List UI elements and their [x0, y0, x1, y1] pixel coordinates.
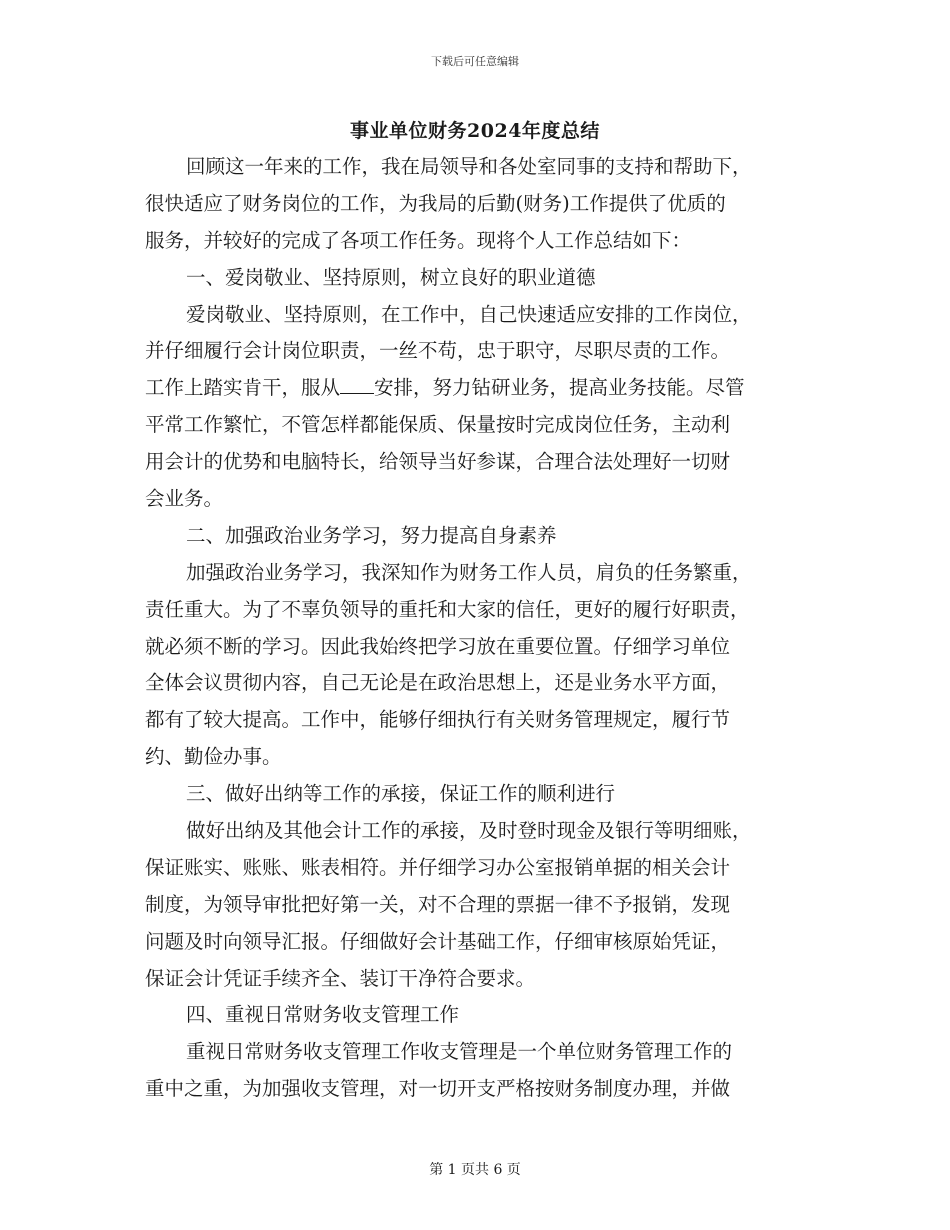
header-note: 下载后可任意编辑 [431, 55, 519, 68]
paragraph-line: 用会计的优势和电脑特长，给领导当好参谋，合理合法处理好一切财 [145, 450, 731, 474]
paragraph-line: 都有了较大提高。工作中，能够仔细执行有关财务管理规定，履行节 [145, 708, 731, 732]
paragraph-line: 爱岗敬业、坚持原则，在工作中，自己快速适应安排的工作岗位， [186, 302, 752, 326]
document-body [145, 149, 805, 1108]
section-heading: 三、做好出纳等工作的承接，保证工作的顺利进行 [186, 782, 616, 806]
paragraph-line: 加强政治业务学习，我深知作为财务工作人员，肩负的任务繁重， [186, 560, 752, 584]
paragraph-line: 责任重大。为了不辜负领导的重托和大家的信任，更好的履行好职责， [145, 597, 750, 621]
paragraph-line: 回顾这一年来的工作，我在局领导和各处室同事的支持和帮助下， [186, 155, 752, 178]
paragraph-line: 全体会议贯彻内容，自己无论是在政治思想上，还是业务水平方面， [145, 671, 731, 695]
section-heading: 二、加强政治业务学习，努力提高自身素养 [186, 523, 557, 547]
paragraph-line: 制度，为领导审批把好第一关，对不合理的票据一律不予报销，发现 [145, 892, 731, 916]
paragraph-line: 问题及时向领导汇报。仔细做好会计基础工作，仔细审核原始凭证， [145, 929, 731, 953]
paragraph-line: 并仔细履行会计岗位职责，一丝不苟，忠于职守，尽职尽责的工作。 [145, 339, 731, 363]
line-segment: 安排，努力钻研业务，提高业务技能。尽管 [374, 376, 745, 400]
line-segment: 工作上踏实肯干，服从 [145, 376, 341, 400]
paragraph-line: 平常工作繁忙，不管怎样都能保质、保量按时完成岗位任务，主动利 [145, 413, 731, 437]
paragraph-line: 重视日常财务收支管理工作收支管理是一个单位财务管理工作的 [186, 1040, 733, 1064]
paragraph-line: 重中之重，为加强收支管理，对一切开支严格按财务制度办理，并做 [145, 1077, 731, 1101]
section-heading: 一、爱岗敬业、坚持原则，树立良好的职业道德 [186, 265, 596, 289]
paragraph-line: 会业务。 [145, 487, 224, 511]
document-title: 事业单位财务2024年度总结 [350, 120, 600, 142]
paragraph-line: 很快适应了财务岗位的工作，为我局的后勤(财务)工作提供了优质的 [145, 191, 726, 215]
section-heading: 四、重视日常财务收支管理工作 [186, 1003, 460, 1027]
paragraph-line: 就必须不断的学习。因此我始终把学习放在重要位置。仔细学习单位 [145, 634, 731, 658]
fill-in-blank [340, 377, 374, 394]
paragraph-line: 约、勤俭办事。 [145, 745, 282, 769]
page-footer: 第 1 页共 6 页 [429, 1162, 521, 1178]
paragraph-line: 保证账实、账账、账表相符。并仔细学习办公室报销单据的相关会计 [145, 855, 731, 879]
paragraph-line: 服务，并较好的完成了各项工作任务。现将个人工作总结如下： [145, 228, 692, 252]
paragraph-line: 保证会计凭证手续齐全、装订干净符合要求。 [145, 966, 536, 990]
paragraph-line [145, 370, 805, 407]
paragraph-line: 做好出纳及其他会计工作的承接，及时登时现金及银行等明细账， [186, 819, 752, 843]
